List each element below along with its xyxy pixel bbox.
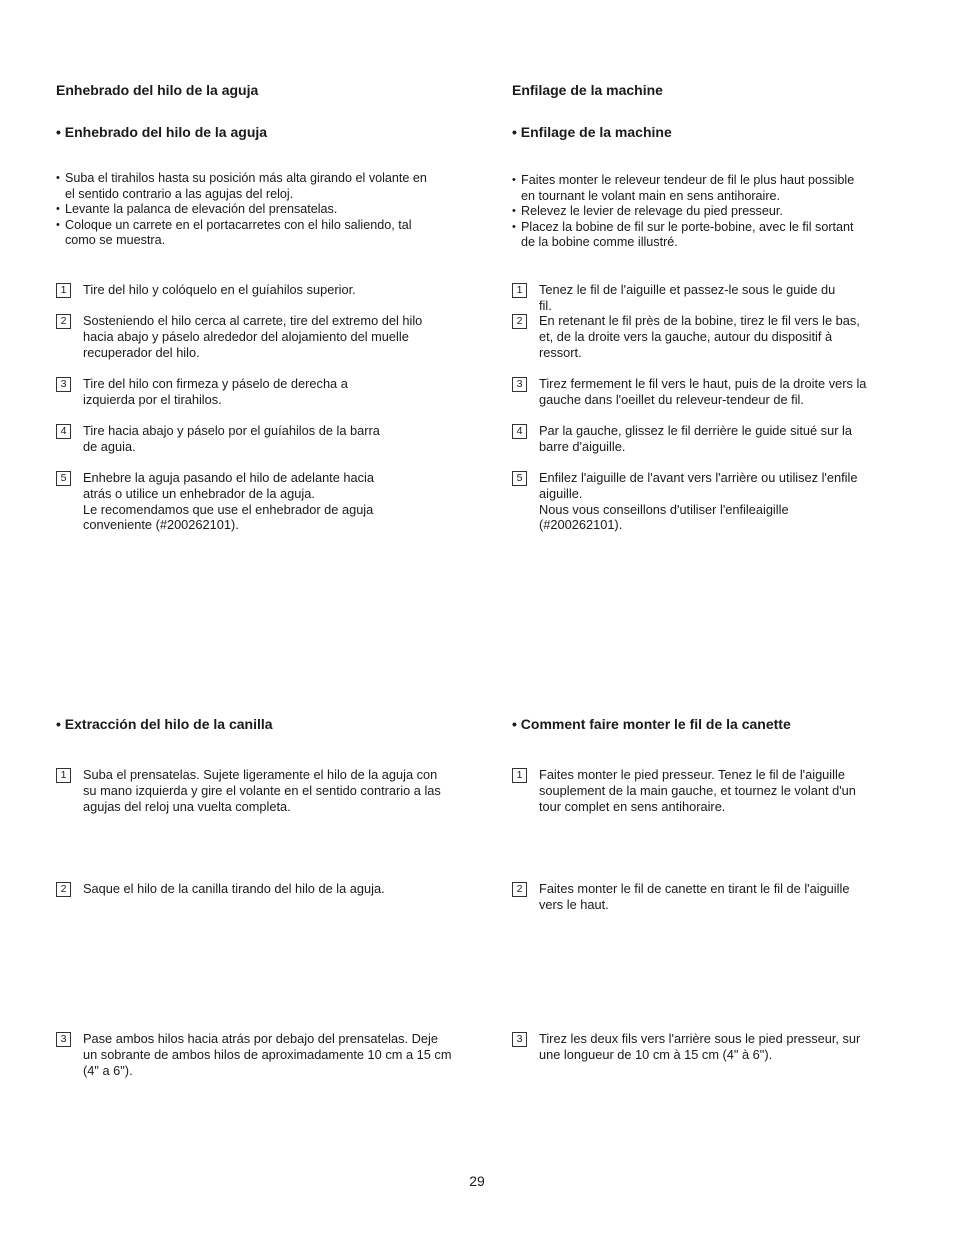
right-bullet: • Faites monter le releveur tendeur de fil le plus haut possible en tournant le volant main en sens antihoraire. [512,173,912,204]
step-number-box: 5 [512,471,527,486]
right-bullet: • Placez la bobine de fil sur le porte-bobine, avec le fil sortant de la bobine comme illustré. [512,220,912,251]
right-bobbin-step-1 [512,767,912,814]
left-step-5 [56,470,481,533]
step-number-box: 3 [56,1032,71,1047]
right-step-1 [512,282,912,314]
step-number-box: 1 [56,768,71,783]
step-number-box: 3 [512,377,527,392]
right-bullet-list [512,173,912,251]
left-step-3 [56,376,481,408]
step-text: Tenez le fil de l'aiguille et passez-le sous le guide du fil. [539,282,836,313]
step-text: Tire del hilo y colóquelo en el guíahilos superior. [83,282,356,297]
step-text: Faites monter le pied presseur. Tenez le fil de l'aiguille souplement de la main gauche, et tournez le volant d'un tour complet en sens antihoraire. [539,767,856,814]
left-step-1 [56,282,481,298]
right-bobbin-step-2 [512,881,912,913]
step-text: Tirez fermement le fil vers le haut, puis de la droite vers la gauche dans l'oeillet du releveur-tendeur de fil. [539,376,867,407]
left-bobbin-step-3 [56,1031,481,1078]
step-text: Par la gauche, glissez le fil derrière le guide situé sur la barre d'aiguille. [539,423,852,454]
step-text: Tire hacia abajo y páselo por el guíahilos de la barra de aguia. [83,423,380,454]
step-text: Enhebre la aguja pasando el hilo de adelante hacia atrás o utilice un enhebrador de la aguja. Le recomendamos que use el enhebrador de aguja conveniente (#200262101). [83,470,375,533]
left-bobbin-step-1 [56,767,481,814]
step-text: Tirez les deux fils vers l'arrière sous le pied presseur, sur une longueur de 10 cm à 15 cm (4" à 6"). [539,1031,861,1062]
left-section-title: Enhebrado del hilo de la aguja [56,82,259,98]
left-bullet: • Suba el tirahilos hasta su posición más alta girando el volante en el sentido contrario a las agujas del reloj. [56,171,481,202]
step-text: Suba el prensatelas. Sujete ligeramente el hilo de la aguja con su mano izquierda y gire el volante en el sentido contrario a las agujas del reloj una vuelta completa. [83,767,441,814]
right-step-4 [512,423,912,455]
page-number: 29 [469,1173,485,1189]
step-text: En retenant le fil près de la bobine, tirez le fil vers le bas, et, de la droite vers la gauche, autour du dispositif à ressort. [539,313,860,360]
step-text: Pase ambos hilos hacia atrás por debajo del prensatelas. Deje un sobrante de ambos hilos de aproximadamente 10 cm a 15 cm (4" a 6"). [83,1031,452,1078]
step-number-box: 2 [512,882,527,897]
left-bullet: • Levante la palanca de elevación del prensatelas. [56,202,481,218]
step-number-box: 4 [512,424,527,439]
step-number-box: 1 [512,283,527,298]
left-bullet: • Coloque un carrete en el portacarretes con el hilo saliendo, tal como se muestra. [56,218,481,249]
right-step-3 [512,376,912,408]
step-number-box: 1 [56,283,71,298]
right-bullet: • Relevez le levier de relevage du pied presseur. [512,204,912,220]
right-section-title: Enfilage de la machine [512,82,663,98]
right-bobbin-subtitle: • Comment faire monter le fil de la canette [512,716,791,732]
step-text: Saque el hilo de la canilla tirando del hilo de la aguja. [83,881,385,896]
left-bobbin-subtitle: • Extracción del hilo de la canilla [56,716,273,732]
step-number-box: 5 [56,471,71,486]
step-text: Enfilez l'aiguille de l'avant vers l'arrière ou utilisez l'enfile aiguille. Nous vous conseillons d'utiliser l'enfileaigille (#200262101). [539,470,858,533]
left-bobbin-step-2 [56,881,481,897]
left-bullet-list [56,171,481,249]
step-number-box: 3 [512,1032,527,1047]
right-step-5 [512,470,912,533]
right-step-2 [512,313,912,360]
step-text: Faites monter le fil de canette en tirant le fil de l'aiguille vers le haut. [539,881,850,912]
step-number-box: 4 [56,424,71,439]
right-bobbin-step-3 [512,1031,912,1063]
left-step-4 [56,423,481,455]
step-number-box: 1 [512,768,527,783]
step-number-box: 2 [56,314,71,329]
step-text: Sosteniendo el hilo cerca al carrete, tire del extremo del hilo hacia abajo y páselo alrededor del alojamiento del muelle recuperador del hilo. [83,313,423,360]
step-number-box: 3 [56,377,71,392]
step-number-box: 2 [56,882,71,897]
left-section-subtitle: • Enhebrado del hilo de la aguja [56,124,268,140]
step-number-box: 2 [512,314,527,329]
left-step-2 [56,313,481,360]
right-section-subtitle: • Enfilage de la machine [512,124,672,140]
step-text: Tire del hilo con firmeza y páselo de derecha a izquierda por el tirahilos. [83,376,348,407]
